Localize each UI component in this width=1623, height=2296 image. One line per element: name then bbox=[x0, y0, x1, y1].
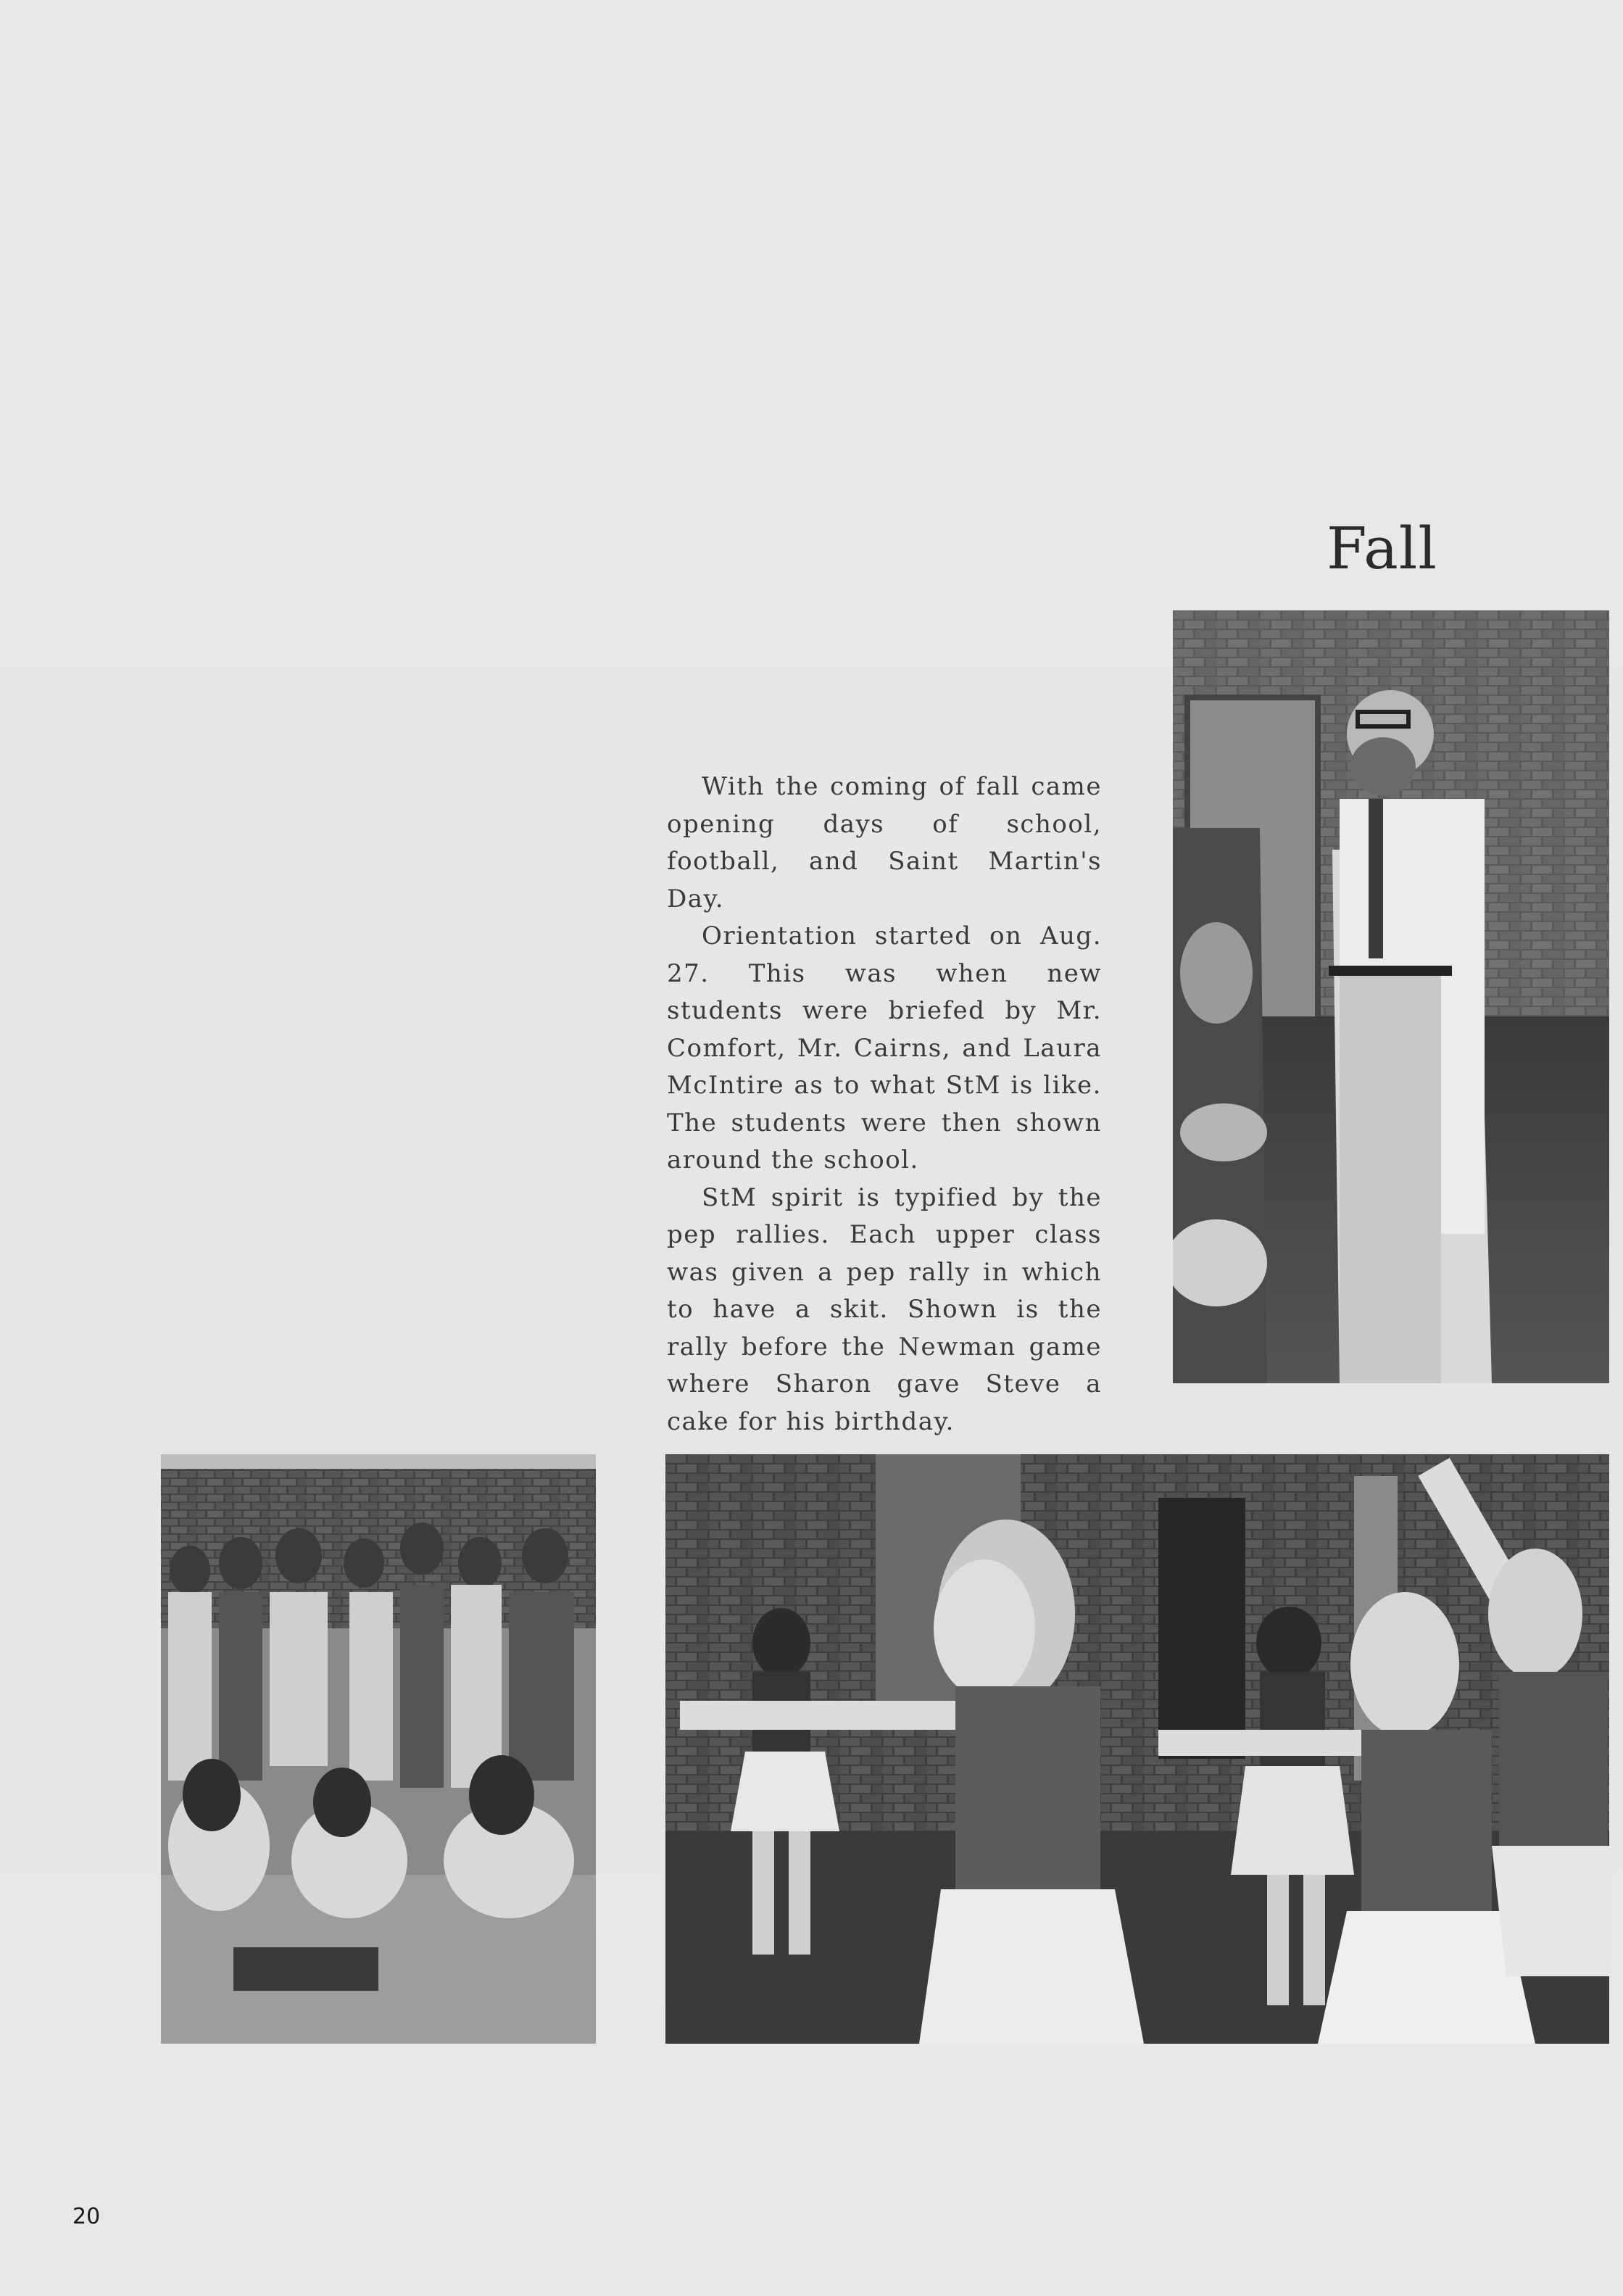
photo-teacher bbox=[1173, 610, 1609, 1383]
article-paragraph: StM spirit is typified by the pep rallies. Each upper class was given a pep rally in which to have a skit. Shown is the rally before the Newman game where Sharon gave Steve a cake for his birthday. bbox=[667, 1182, 1102, 1436]
article-body bbox=[667, 768, 1102, 1441]
page-title: Fall bbox=[1327, 515, 1437, 582]
photo-cheer-image bbox=[665, 1454, 1609, 2044]
photo-cheerleaders-pep-rally bbox=[665, 1454, 1609, 2044]
article-paragraph: Orientation started on Aug. 27. This was when new students were briefed by Mr. Comfort, Mr. Cairns, and Laura McIntire as to what StM is like. The students were then shown around the school. bbox=[667, 921, 1102, 1174]
page-number: 20 bbox=[72, 2204, 101, 2229]
photo-students-outdoors bbox=[161, 1454, 596, 2044]
photo-teacher-image bbox=[1173, 610, 1609, 1383]
photo-crowd-image bbox=[161, 1454, 596, 2044]
article-paragraph: With the coming of fall came opening days of school, football, and Saint Martin's Day. bbox=[667, 772, 1102, 913]
